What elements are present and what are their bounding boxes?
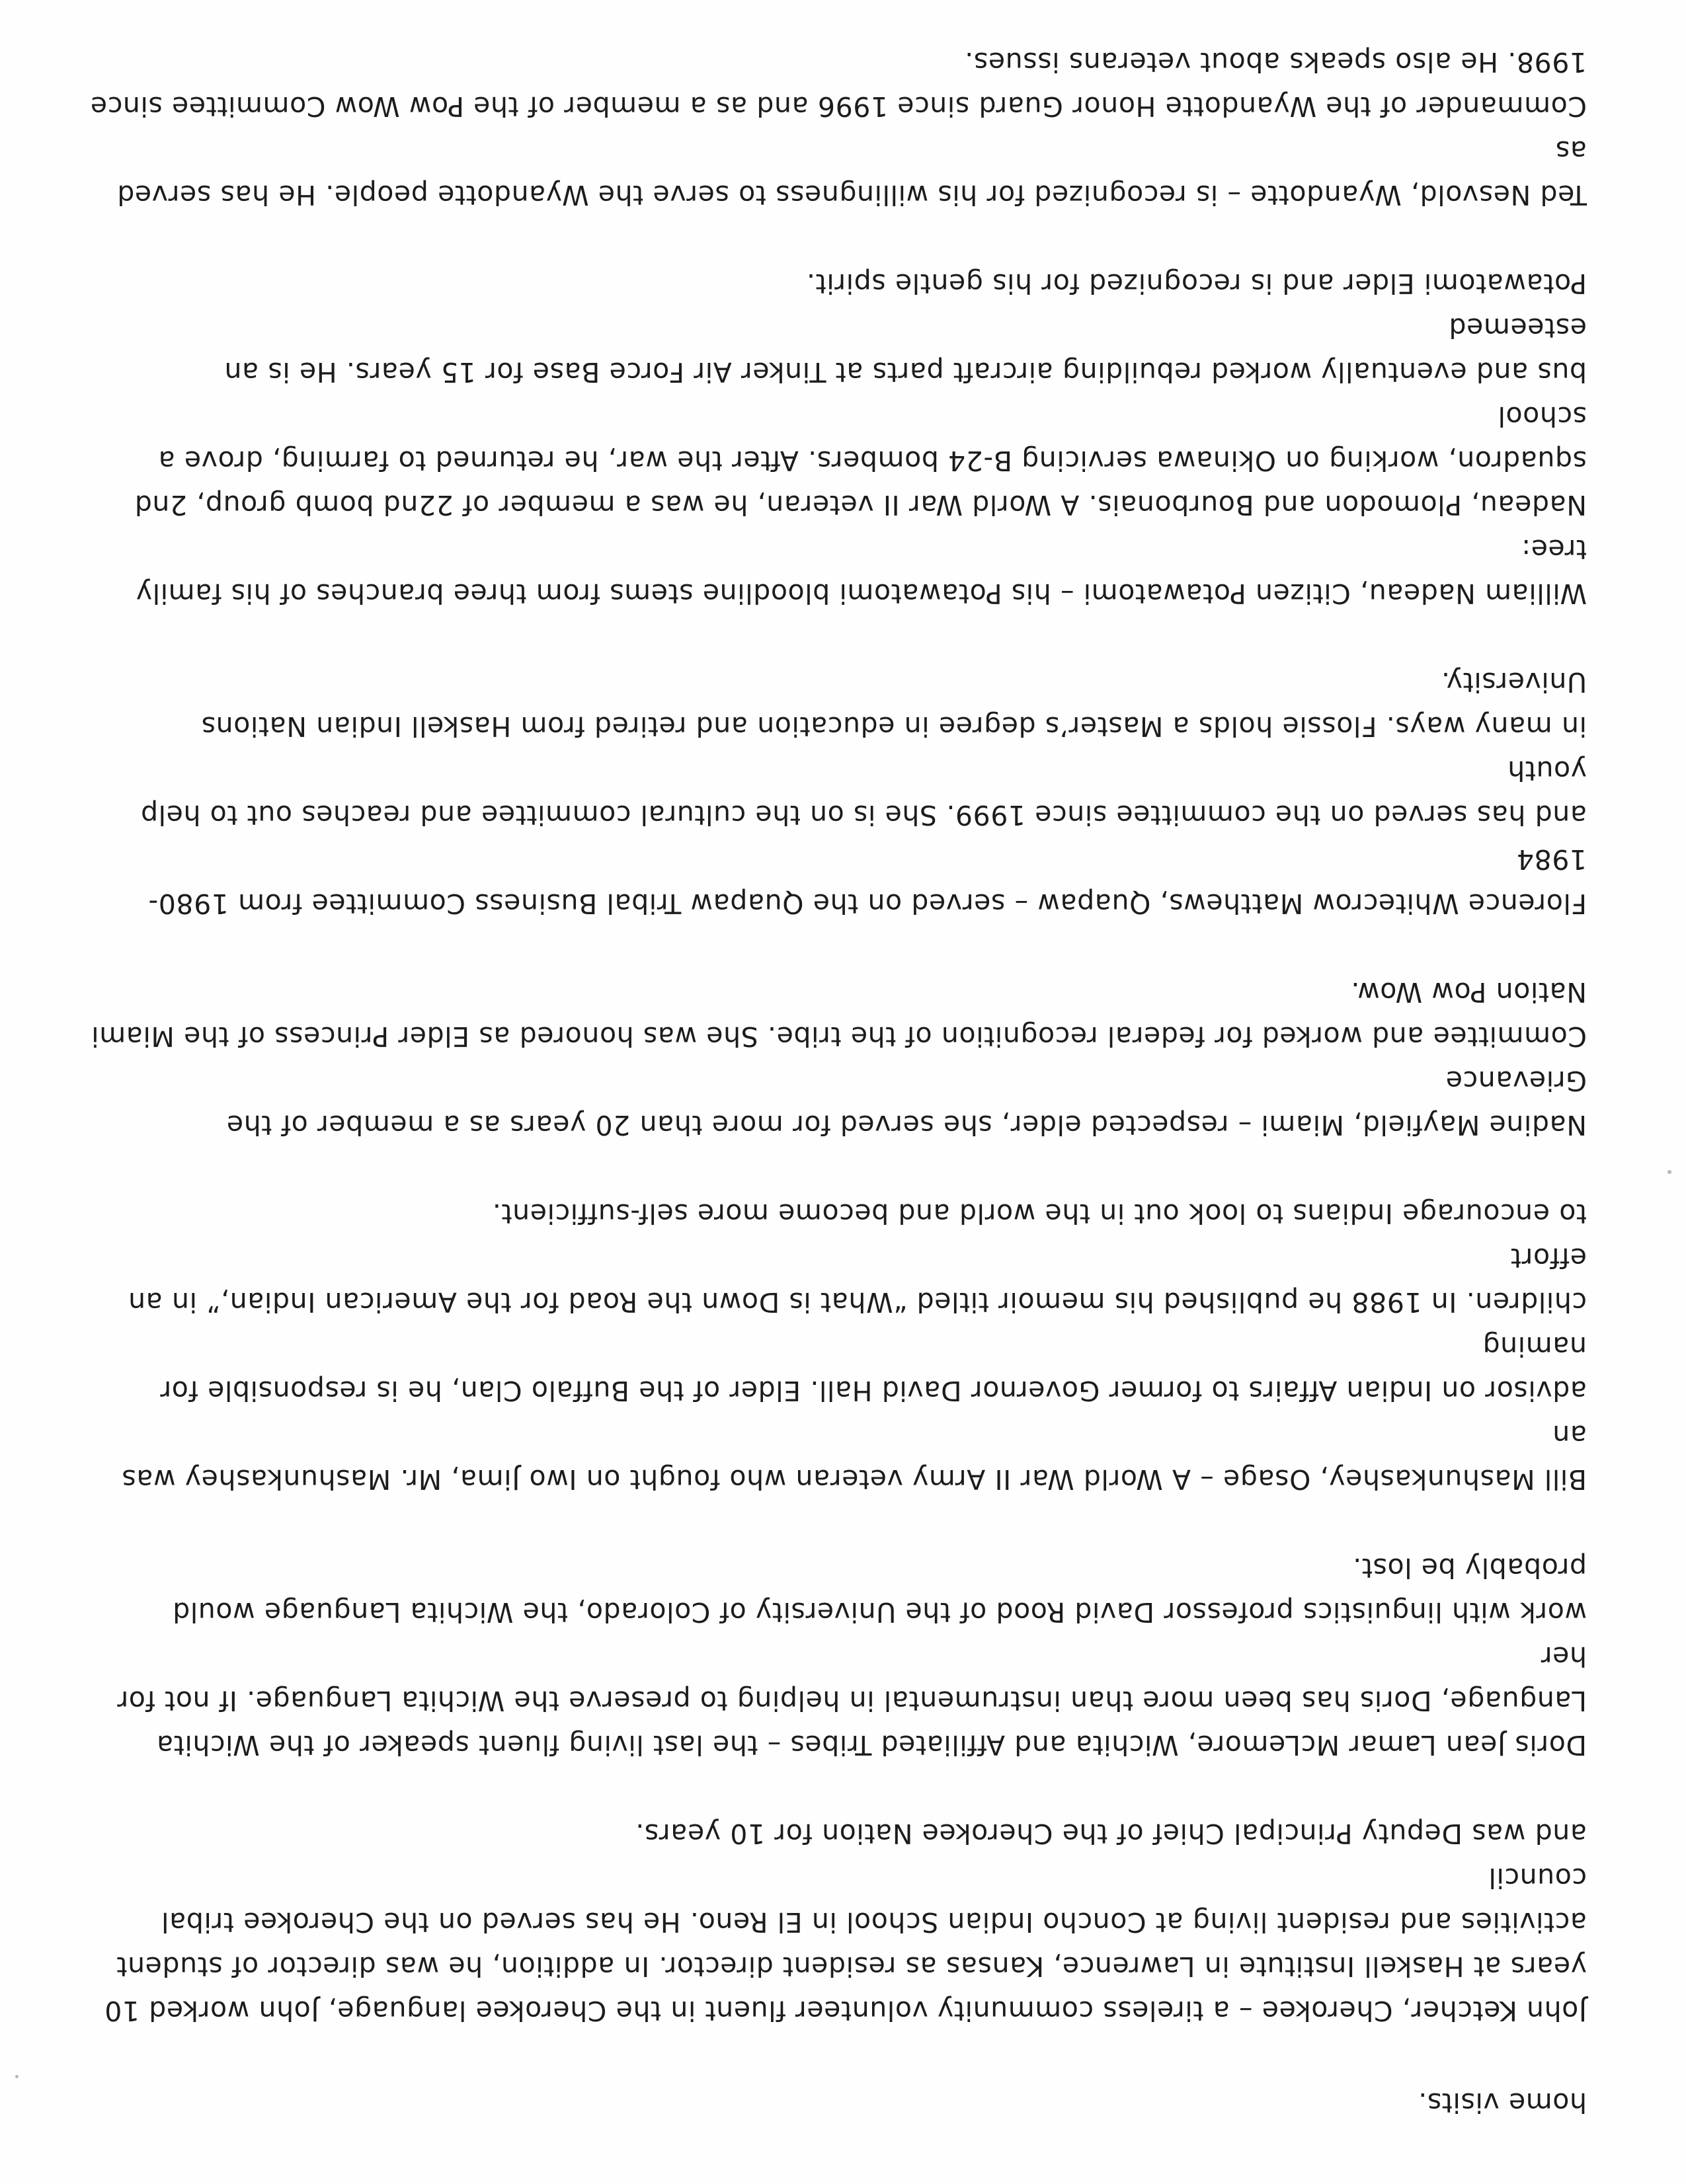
scan-speck <box>15 2075 19 2078</box>
paragraph-florence-matthews: Florence Whitecrow Matthews, Quapaw – served on the Quapaw Tribal Business Committee from 1980-1984 and has served on the committee since 1999. She is on the cultural committee and reaches out to help youth in many ways. Flossie holds a Master’s degree in education and retired from Haskell Indian Nations University. <box>140 666 1587 919</box>
document-body <box>79 0 1587 2125</box>
paragraph-bill-mashunkashey: Bill Mashunkashey, Osage – A World War II Army veteran who fought on Iwo Jima, Mr. Mashunkashey was an advisor on Indian Affairs to former Governor David Hall. Elder of the Buffalo Clan, he is responsible for naming children. In 1988 he published his memoir titled “What is Down the Road for the American Indian,” in an effort to encourage Indians to look out in the world and become more self-sufficient. <box>121 1198 1587 1495</box>
paragraph-nadine-mayfield: Nadine Mayfield, Miami – respected elder, she served for more than 20 years as a member of the Grievance Committee and worked for federal recognition of the tribe. She was honored as Elder Princess of the Miami Nation Pow Wow. <box>91 976 1587 1141</box>
paragraph-william-nadeau: William Nadeau, Citizen Potawatomi – his Potawatomi bloodline stems from three branches of his family tree: Nadeau, Plomodon and Bourbonais. A World War II veteran, he was a member of 22nd bomb group, 2nd squadron, working on Okinawa servicing B-24 bombers. After the war, he returned to farming, drove a school bus and eventually worked rebuilding aircraft parts at Tinker Air Force Base for 15 years. He is an esteemed Potawatomi Elder and is recognized for his gentle spirit. <box>134 268 1587 609</box>
paragraph-doris-mclemore: Doris Jean Lamar McLemore, Wichita and Affiliated Tribes – the last living fluent speaker of the Wichita Language, Doris has been more than instrumental in helping to preserve the Wichita Language. If not for her work with linguistics professor David Rood of the University of Colorado, the Wichita Language would probably be lost. <box>116 1552 1587 1761</box>
scan-speck <box>1667 1170 1671 1174</box>
paragraph-john-ketcher: John Ketcher, Cherokee – a tireless community volunteer fluent in the Cherokee language, John worked 10 years at Haskell Institute in Lawrence, Kansas as resident director. In addition, he was director of student activities and resident living at Concho Indian School in El Reno. He has served on the Cherokee tribal council and was Deputy Principal Chief of the Cherokee Nation for 10 years. <box>104 1818 1587 2027</box>
paragraph-home-visits: home visits. <box>1418 2087 1587 2119</box>
paragraph-ted-nesvold: Ted Nesvold, Wyandotte – is recognized for his willingness to serve the Wyandotte people. He has served as Commander of the Wyandotte Honor Guard since 1996 and as a member of the Pow Wow Committee since 1998. He also speaks about veterans issues. <box>90 46 1587 211</box>
